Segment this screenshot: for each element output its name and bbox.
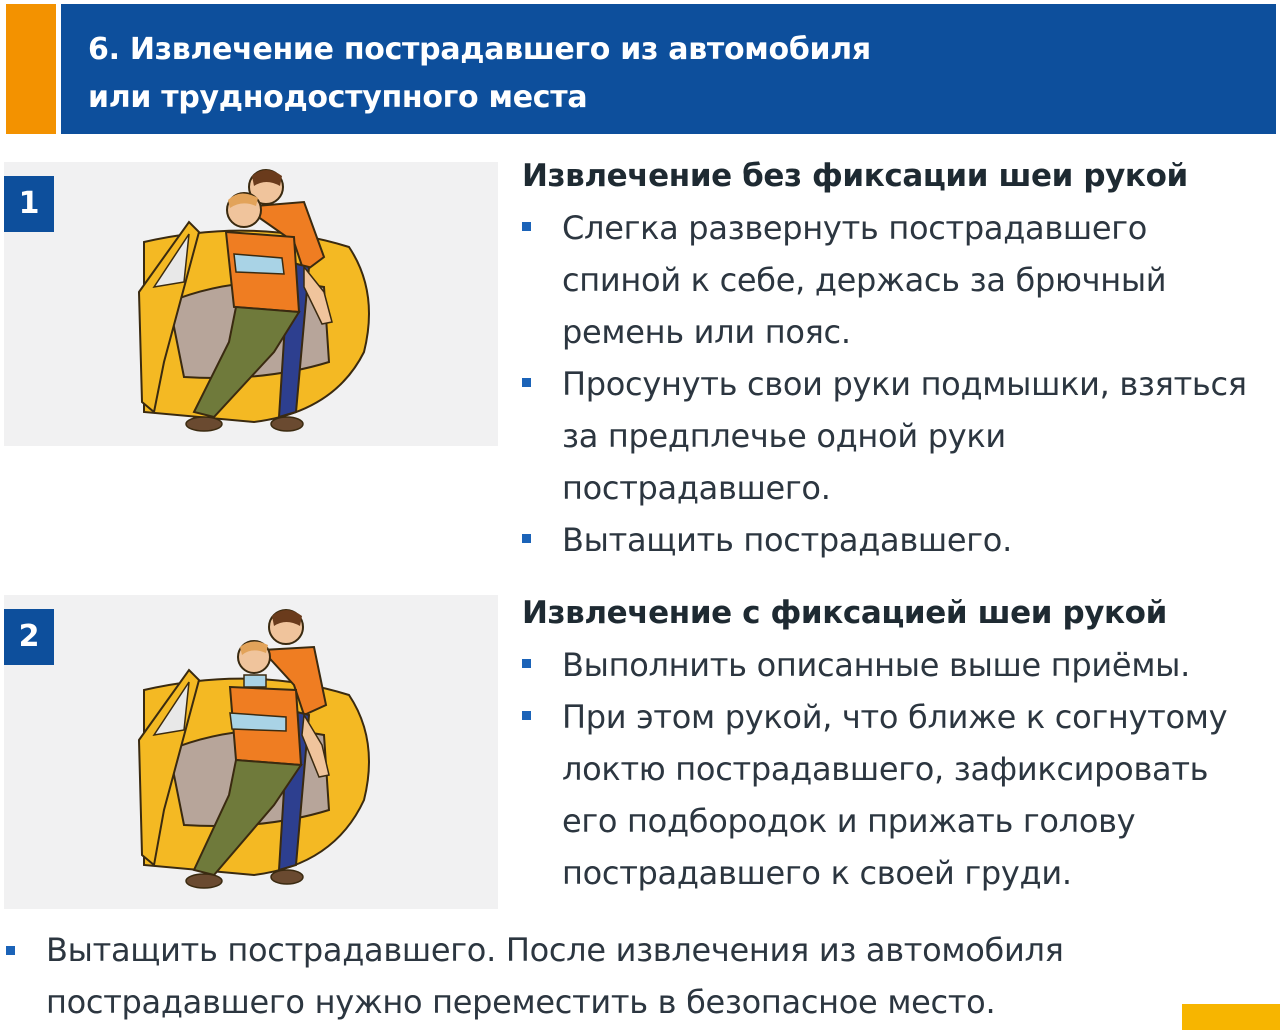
page-header	[6, 4, 1276, 134]
bullet-square-icon	[6, 946, 15, 955]
corner-accent	[1182, 1004, 1280, 1030]
step2-illustration	[4, 595, 498, 909]
page-title	[88, 26, 871, 122]
step2-section	[522, 593, 1262, 899]
footer-text: Вытащить пострадавшего. После извлечения из автомобиля пострадавшего нужно переместить в безопасное место.	[46, 931, 1064, 1021]
bullet-square-icon	[522, 534, 531, 543]
list-item: Слегка развернуть пострадавшего спиной к себе, держась за брючный ремень или пояс.	[522, 202, 1262, 358]
bullet-square-icon	[522, 222, 531, 231]
step2-title: Извлечение с фиксацией шеи рукой	[522, 595, 1167, 631]
list-item: Выполнить описанные выше приёмы.	[522, 639, 1262, 691]
step2-list	[522, 639, 1262, 899]
list-item: Просунуть свои руки подмышки, взяться за предплечье одной руки пострадавшего.	[522, 358, 1262, 514]
list-item: Вытащить пострадавшего.	[522, 514, 1262, 566]
list-item: При этом рукой, что ближе к согнутому локтю пострадавшего, зафиксировать его подбородок и прижать голову пострадавшего к своей груди.	[522, 691, 1262, 899]
rescuer-pulling-victim-from-car-illustration	[4, 162, 498, 446]
bullet-square-icon	[522, 378, 531, 387]
step1-title: Извлечение без фиксации шеи рукой	[522, 158, 1188, 194]
page-title-line1: 6. Извлечение пострадавшего из автомобиля	[88, 32, 871, 67]
page-title-line2: или труднодоступного места	[88, 80, 588, 115]
step2-number-badge: 2	[4, 609, 54, 665]
footer-note	[4, 924, 1164, 1028]
step1-number-badge: 1	[4, 176, 54, 232]
step1-section	[522, 156, 1262, 566]
step1-illustration	[4, 162, 498, 446]
bullet-square-icon	[522, 711, 531, 720]
bullet-square-icon	[522, 659, 531, 668]
header-accent-bar	[6, 4, 56, 134]
step1-list	[522, 202, 1262, 566]
rescuer-pulling-victim-with-neck-fixation-illustration	[4, 595, 498, 909]
